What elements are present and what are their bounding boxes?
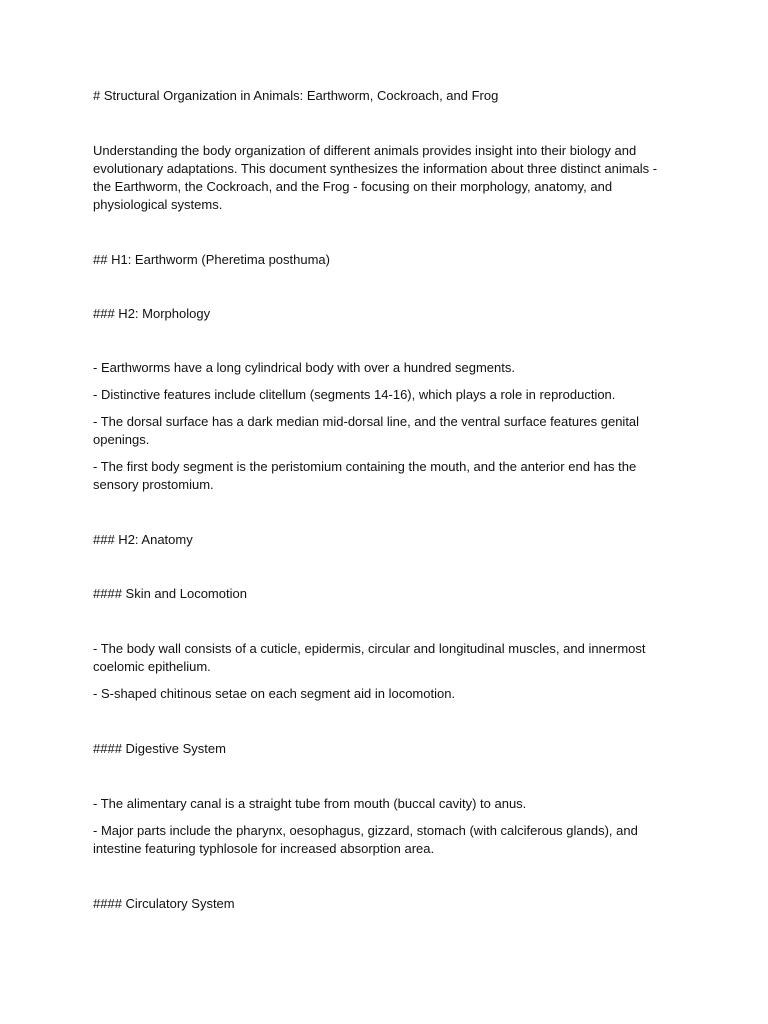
section-heading-earthworm: ## H1: Earthworm (Pheretima posthuma) (93, 252, 330, 267)
list-item: - Distinctive features include clitellum (segments 14-16), which plays a role in reproduction. (93, 387, 616, 402)
topic-heading-circulatory-system: #### Circulatory System (93, 896, 235, 911)
document-body (93, 87, 673, 950)
list-item: - Earthworms have a long cylindrical body with over a hundred segments. (93, 360, 515, 375)
subsection-heading-morphology: ### H2: Morphology (93, 306, 211, 321)
list-item: - The alimentary canal is a straight tube from mouth (buccal cavity) to anus. (93, 796, 527, 811)
list-item: - The body wall consists of a cuticle, epidermis, circular and longitudinal muscles, and innermost coelomic epithelium. (93, 641, 646, 674)
topic-heading-digestive-system: #### Digestive System (93, 741, 226, 756)
document-title: # Structural Organization in Animals: Earthworm, Cockroach, and Frog (93, 88, 499, 103)
intro-paragraph: Understanding the body organization of different animals provides insight into their biology and evolutionary adaptations. This document synthesizes the information about three distinct animals - the Earthworm, the Cockroach, and the Frog - focusing on their morphology, anatomy, and physiological systems. (93, 143, 658, 212)
list-item: - S-shaped chitinous setae on each segment aid in locomotion. (93, 686, 456, 701)
list-item: - The dorsal surface has a dark median mid-dorsal line, and the ventral surface features genital openings. (93, 414, 640, 447)
list-item: - Major parts include the pharynx, oesophagus, gizzard, stomach (with calciferous glands), and intestine featuring typhlosole for increased absorption area. (93, 823, 638, 856)
list-item: - The first body segment is the peristomium containing the mouth, and the anterior end has the sensory prostomium. (93, 459, 637, 492)
topic-heading-skin-locomotion: #### Skin and Locomotion (93, 586, 247, 601)
subsection-heading-anatomy: ### H2: Anatomy (93, 532, 193, 547)
